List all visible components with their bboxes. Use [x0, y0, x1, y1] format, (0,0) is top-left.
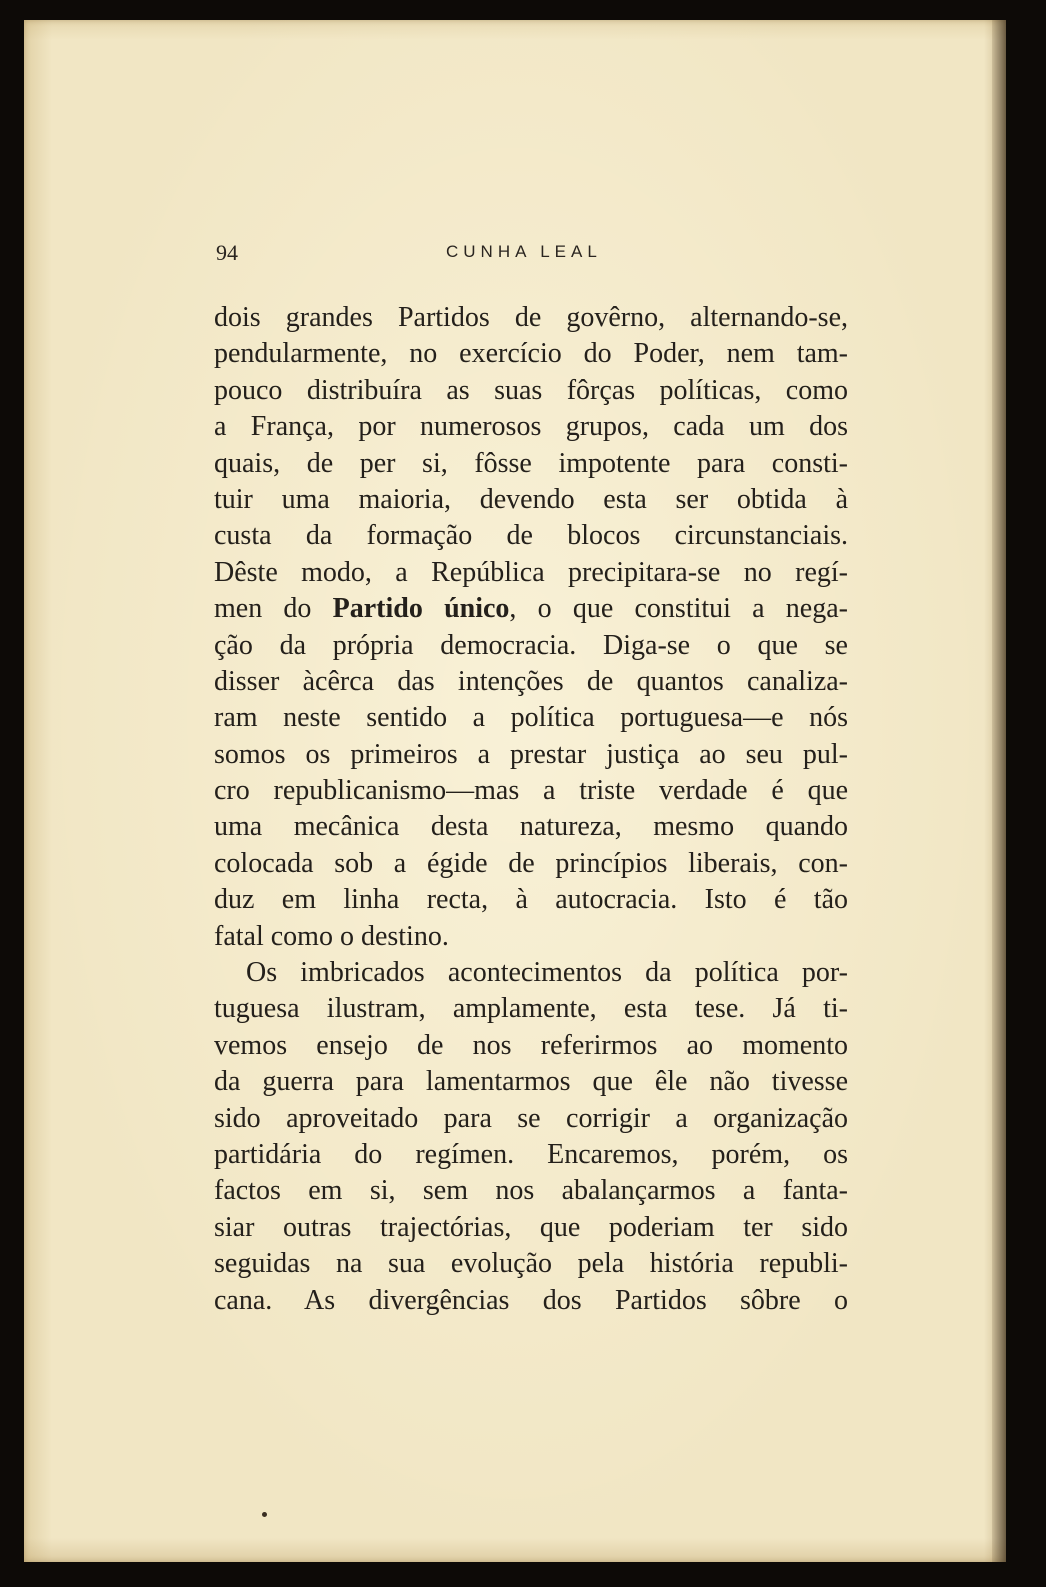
text-line: ção da própria democracia. Diga-se o que se — [214, 629, 848, 661]
text-line: a França, por numerosos grupos, cada um dos — [214, 411, 848, 443]
text-line: sido aproveitado para se corrigir a organização — [214, 1102, 848, 1134]
page-edge-shadow — [992, 20, 1006, 1562]
text-line: partidária do regímen. Encaremos, porém, os — [214, 1138, 848, 1170]
text-line: Dêste modo, a República precipitara-se no regí- — [214, 556, 848, 588]
text-line: da guerra para lamentarmos que êle não tivesse — [214, 1066, 848, 1098]
body-text — [214, 300, 848, 1319]
text-line: somos os primeiros a prestar justiça ao seu pul- — [214, 738, 848, 770]
text-line: disser àcêrca das intenções de quantos canaliza- — [214, 665, 848, 697]
text-line-with-bold — [214, 591, 848, 627]
text-line: factos em si, sem nos abalançarmos a fanta- — [214, 1175, 848, 1207]
text-line: cana. As divergências dos Partidos sôbre o — [214, 1284, 848, 1316]
running-head: CUNHA LEAL — [446, 242, 602, 261]
text-line: tuguesa ilustram, amplamente, esta tese. Já ti- — [214, 993, 848, 1025]
text-line: quais, de per si, fôsse impotente para consti- — [214, 447, 848, 479]
text-fragment: , o que constitui a nega- — [509, 593, 848, 625]
bold-term: Partido único — [332, 593, 510, 625]
text-line: fatal como o destino. — [214, 920, 449, 952]
text-line: tuir uma maioria, devendo esta ser obtida à — [214, 483, 848, 515]
text-line: siar outras trajectórias, que poderiam ter sido — [214, 1211, 848, 1243]
text-line: duz em linha recta, à autocracia. Isto é tão — [214, 884, 848, 916]
paper-speck — [262, 1512, 267, 1517]
text-line: Os imbricados acontecimentos da política por- — [246, 957, 848, 989]
page-number: 94 — [216, 240, 238, 265]
text-line: pendularmente, no exercício do Poder, nem tam- — [214, 338, 848, 370]
text-line: colocada sob a égide de princípios liberais, con- — [214, 847, 848, 879]
text-line: uma mecânica desta natureza, mesmo quando — [214, 811, 848, 843]
text-line: ram neste sentido a política portuguesa—e nós — [214, 702, 848, 734]
text-line: pouco distribuíra as suas fôrças políticas, como — [214, 374, 848, 406]
text-line: custa da formação de blocos circunstanciais. — [214, 520, 848, 552]
text-line: dois grandes Partidos de govêrno, alternando-se, — [214, 302, 848, 333]
text-line: cro republicanismo—mas a triste verdade é que — [214, 775, 848, 807]
text-line: vemos ensejo de nos referirmos ao momento — [214, 1029, 848, 1061]
page-header — [216, 240, 866, 270]
text-fragment: men do — [214, 593, 333, 625]
text-line: seguidas na sua evolução pela história republi- — [214, 1248, 848, 1280]
